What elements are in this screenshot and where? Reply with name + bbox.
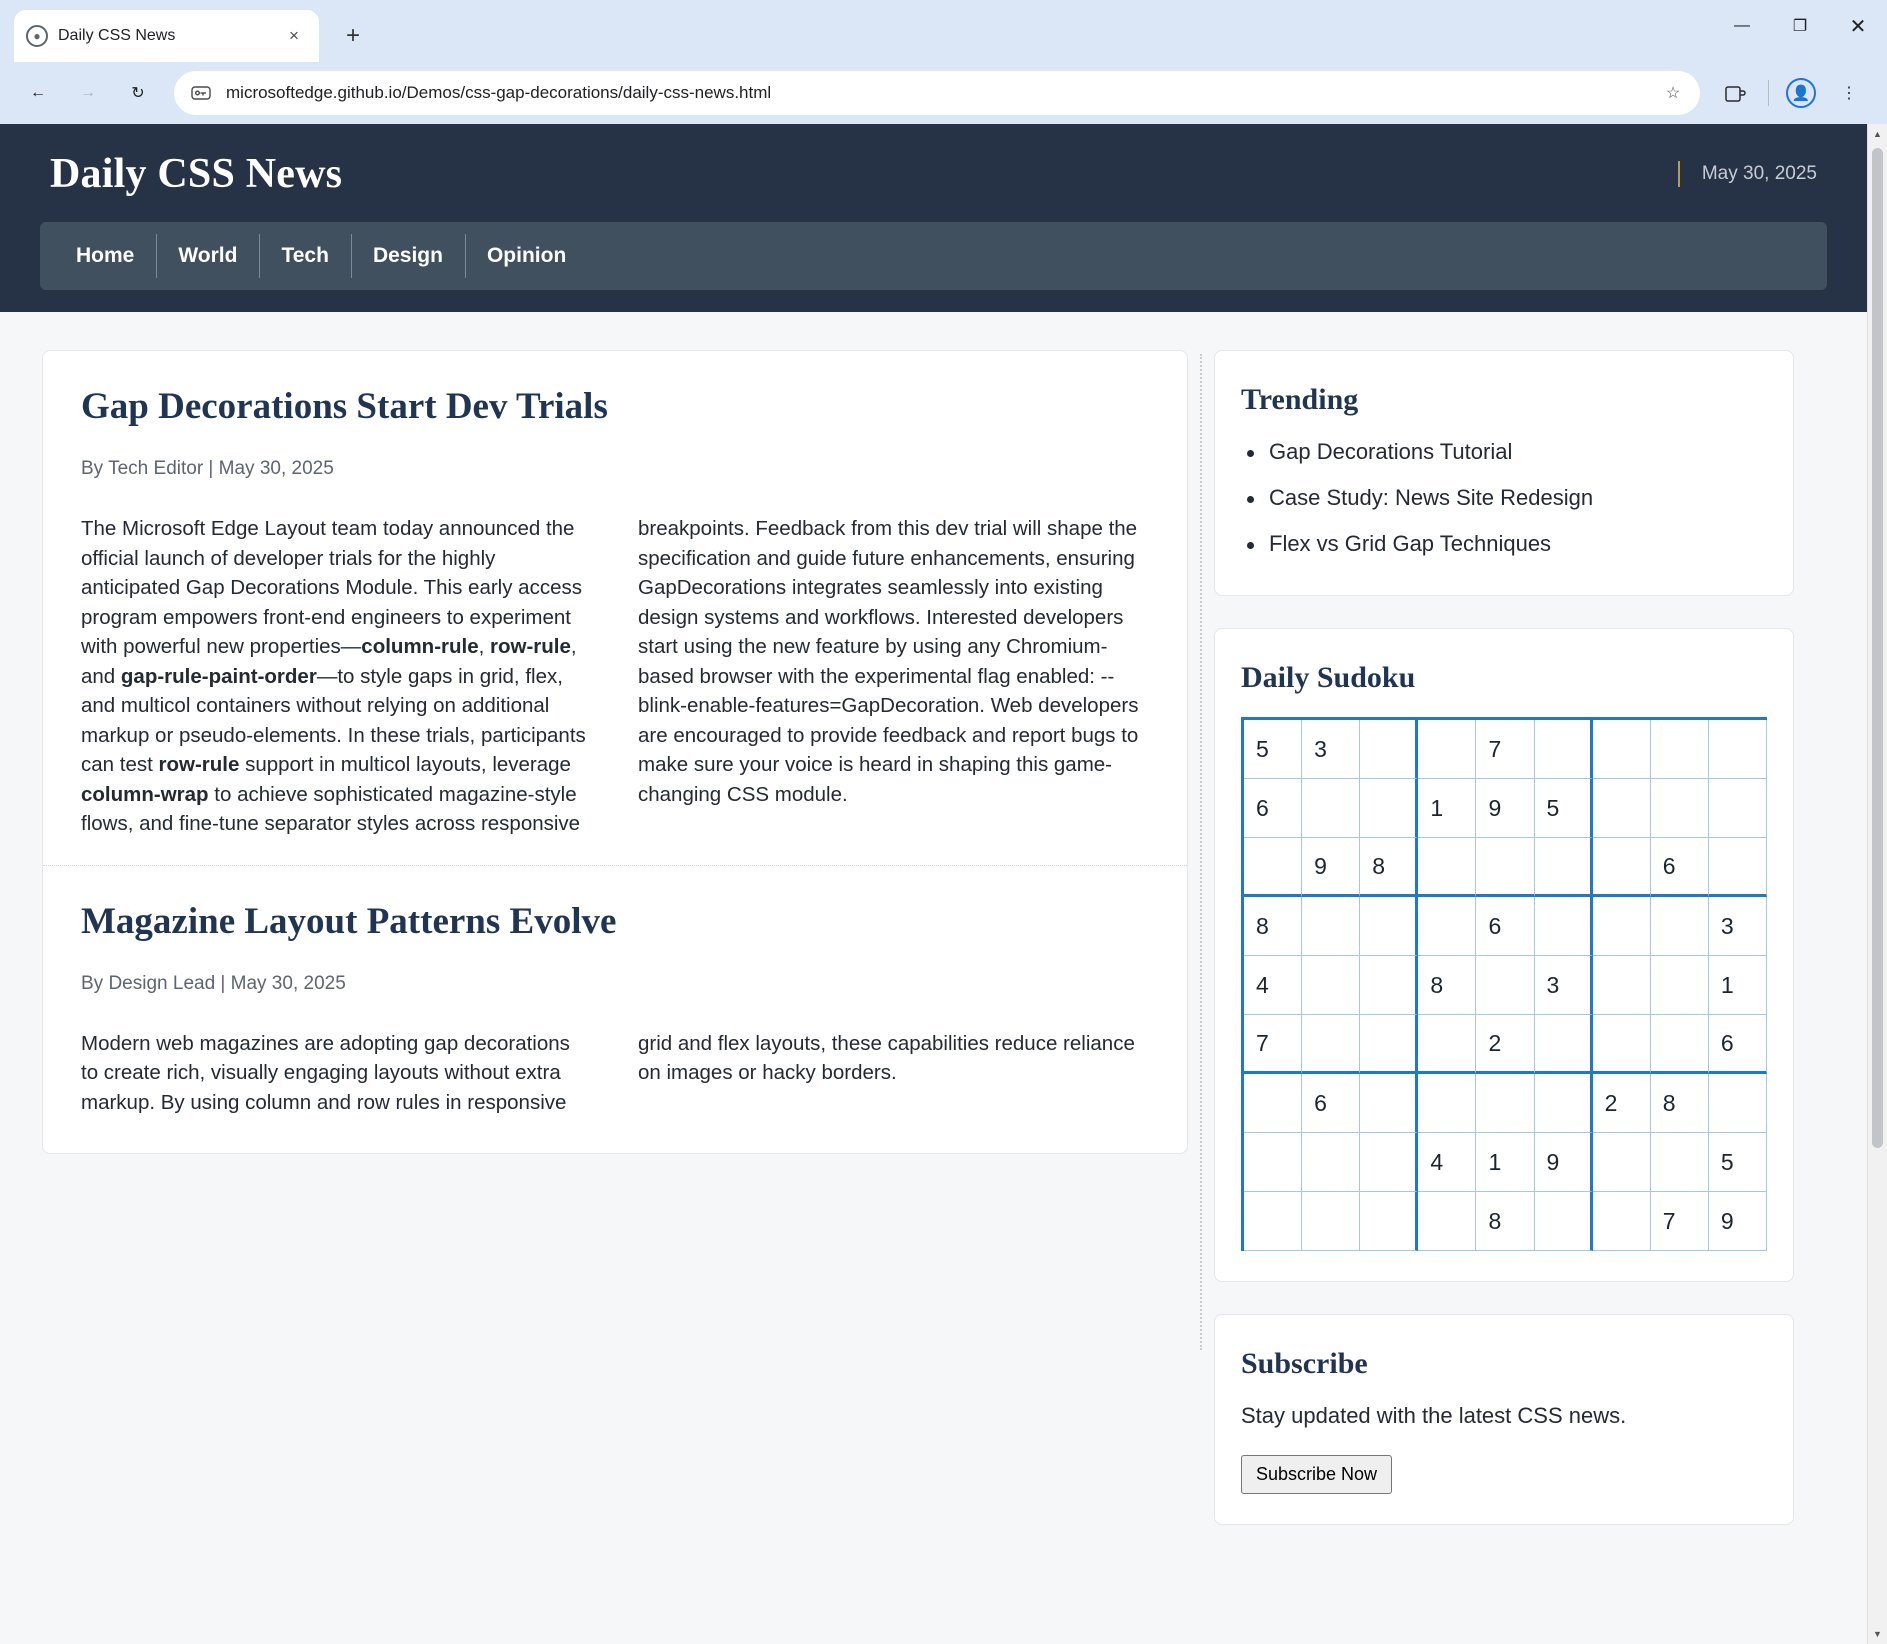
sudoku-cell[interactable] bbox=[1244, 838, 1302, 897]
trending-title: Trending bbox=[1241, 383, 1359, 416]
bookmark-icon[interactable]: ☆ bbox=[1665, 85, 1681, 102]
sudoku-cell[interactable]: 9 bbox=[1302, 838, 1360, 897]
sudoku-cell[interactable] bbox=[1244, 1192, 1302, 1251]
sudoku-cell[interactable] bbox=[1535, 1192, 1593, 1251]
sudoku-cell[interactable] bbox=[1360, 1015, 1418, 1074]
nav-item-tech[interactable]: Tech bbox=[259, 222, 350, 290]
sudoku-cell[interactable] bbox=[1360, 720, 1418, 779]
sudoku-card bbox=[1214, 628, 1794, 1282]
browser-tab[interactable] bbox=[14, 10, 319, 62]
site-header bbox=[0, 124, 1867, 312]
page-scrollbar[interactable] bbox=[1867, 124, 1887, 1644]
sudoku-cell[interactable]: 3 bbox=[1709, 897, 1767, 956]
address-bar[interactable] bbox=[174, 71, 1700, 115]
sudoku-cell[interactable] bbox=[1418, 1015, 1476, 1074]
web-page bbox=[0, 124, 1867, 1644]
sudoku-cell[interactable] bbox=[1360, 1192, 1418, 1251]
sudoku-cell[interactable] bbox=[1651, 720, 1709, 779]
list-item[interactable]: Gap Decorations Tutorial bbox=[1241, 439, 1767, 465]
nav-item-home[interactable]: Home bbox=[76, 244, 135, 267]
article-byline: By Design Lead | May 30, 2025 bbox=[81, 972, 346, 994]
trending-card bbox=[1214, 350, 1794, 596]
sudoku-cell[interactable] bbox=[1651, 1015, 1709, 1074]
site-info-icon[interactable] bbox=[188, 80, 214, 106]
sudoku-cell[interactable]: 1 bbox=[1709, 956, 1767, 1015]
sudoku-cell[interactable]: 6 bbox=[1302, 1074, 1360, 1133]
site-header-top bbox=[40, 150, 1827, 198]
browser-toolbar bbox=[0, 62, 1887, 124]
tab-title: Daily CSS News bbox=[58, 27, 176, 44]
url-text: microsoftedge.github.io/Demos/css-gap-decorations/daily-css-news.html bbox=[226, 83, 772, 102]
sudoku-cell[interactable] bbox=[1709, 1074, 1767, 1133]
avatar: 👤 bbox=[1786, 78, 1816, 108]
sudoku-cell[interactable] bbox=[1476, 838, 1534, 897]
profile-icon[interactable] bbox=[1779, 71, 1823, 115]
article-headline: Magazine Layout Patterns Evolve bbox=[81, 900, 617, 942]
sudoku-cell[interactable] bbox=[1360, 1133, 1418, 1192]
new-tab-button[interactable]: + bbox=[345, 22, 360, 49]
site-nav bbox=[40, 222, 1827, 290]
sudoku-cell[interactable]: 3 bbox=[1535, 956, 1593, 1015]
sudoku-title: Daily Sudoku bbox=[1241, 661, 1416, 694]
sudoku-cell[interactable]: 9 bbox=[1535, 1133, 1593, 1192]
trending-list bbox=[1241, 439, 1767, 565]
sudoku-cell[interactable]: 5 bbox=[1535, 779, 1593, 838]
sudoku-cell[interactable] bbox=[1418, 838, 1476, 897]
sudoku-cell[interactable] bbox=[1244, 1133, 1302, 1192]
sudoku-cell[interactable]: 5 bbox=[1244, 720, 1302, 779]
sudoku-cell[interactable]: 6 bbox=[1651, 838, 1709, 897]
sudoku-cell[interactable] bbox=[1709, 838, 1767, 897]
sudoku-cell[interactable]: 8 bbox=[1651, 1074, 1709, 1133]
sudoku-cell[interactable]: 7 bbox=[1244, 1015, 1302, 1074]
sudoku-cell[interactable] bbox=[1418, 1074, 1476, 1133]
subscribe-title: Subscribe bbox=[1241, 1347, 1368, 1380]
sudoku-cell[interactable] bbox=[1709, 720, 1767, 779]
sudoku-cell[interactable]: 7 bbox=[1651, 1192, 1709, 1251]
sudoku-cell[interactable] bbox=[1593, 1015, 1651, 1074]
main-column bbox=[42, 350, 1188, 1154]
sudoku-cell[interactable]: 3 bbox=[1302, 720, 1360, 779]
sudoku-cell[interactable] bbox=[1651, 956, 1709, 1015]
subscribe-text: Stay updated with the latest CSS news. bbox=[1241, 1403, 1627, 1428]
sudoku-cell[interactable] bbox=[1244, 1074, 1302, 1133]
scrollbar-thumb[interactable] bbox=[1872, 148, 1883, 1148]
sudoku-cell[interactable] bbox=[1593, 838, 1651, 897]
sudoku-cell[interactable] bbox=[1535, 897, 1593, 956]
forward-icon[interactable]: → bbox=[80, 84, 96, 101]
list-item[interactable]: Case Study: News Site Redesign bbox=[1241, 485, 1767, 511]
article-body bbox=[81, 1029, 1149, 1118]
sudoku-cell[interactable]: 2 bbox=[1593, 1074, 1651, 1133]
tab-strip bbox=[0, 0, 1887, 62]
sudoku-cell[interactable] bbox=[1593, 720, 1651, 779]
nav-item-opinion[interactable]: Opinion bbox=[465, 222, 588, 290]
sudoku-cell[interactable]: 9 bbox=[1709, 1192, 1767, 1251]
close-window-icon[interactable]: ✕ bbox=[1849, 15, 1867, 38]
sudoku-cell[interactable] bbox=[1302, 1133, 1360, 1192]
page-content bbox=[0, 312, 1867, 1525]
globe-icon: ● bbox=[26, 25, 48, 47]
reload-icon[interactable]: ↻ bbox=[131, 85, 145, 102]
sudoku-cell[interactable] bbox=[1593, 1192, 1651, 1251]
sudoku-cell[interactable]: 6 bbox=[1709, 1015, 1767, 1074]
maximize-icon[interactable]: ❐ bbox=[1792, 18, 1808, 35]
nav-item-world[interactable]: World bbox=[156, 222, 259, 290]
sudoku-cell[interactable]: 4 bbox=[1244, 956, 1302, 1015]
sudoku-cell[interactable] bbox=[1302, 897, 1360, 956]
article-paragraph: The Microsoft Edge Layout team today announced the official launch of developer trials for the highly anticipated Gap Decorations Module. This early access program empowers front-end engineers to experiment with powerful new properties—column-rule, row-rule, and gap-rule-paint-order—to style gaps in grid, flex, and multicol containers without relying on additional markup or pseudo-elements. In these trials, participants can test row-rule support in multicol layouts, leverage column-wrap to achieve sophisticated magazine-style flows, and fine-tune separator styles across responsive breakpoints. Feedback from this dev trial will shape the specification and guide future enhancements, ensuring GapDecorations integrates seamlessly into existing design systems and workflows. Interested developers start using the new feature by using any Chromium-based browser with the experimental flag enabled: --blink-enable-features=GapDecoration. Web developers are encouraged to provide feedback and report bugs to make sure your voice is heard in shaping this game-changing CSS module. bbox=[81, 517, 1139, 836]
article-body bbox=[81, 514, 1149, 839]
sudoku-cell[interactable]: 1 bbox=[1418, 779, 1476, 838]
sudoku-cell[interactable] bbox=[1535, 720, 1593, 779]
sidebar bbox=[1214, 350, 1794, 1525]
sudoku-cell[interactable] bbox=[1651, 779, 1709, 838]
article-paragraph: Modern web magazines are adopting gap decorations to create rich, visually engaging layouts without extra markup. By using column and row rules in responsive grid and flex layouts, these capabilities reduce reliance on images or hacky borders. bbox=[81, 1031, 1135, 1114]
subscribe-card bbox=[1214, 1314, 1794, 1525]
sudoku-cell[interactable] bbox=[1302, 956, 1360, 1015]
toolbar-actions bbox=[1714, 71, 1871, 115]
sudoku-cell[interactable] bbox=[1709, 779, 1767, 838]
sudoku-cell[interactable] bbox=[1302, 779, 1360, 838]
sudoku-cell[interactable] bbox=[1360, 956, 1418, 1015]
nav-item-design[interactable]: Design bbox=[351, 222, 465, 290]
sudoku-cell[interactable] bbox=[1476, 956, 1534, 1015]
site-date: May 30, 2025 bbox=[1678, 161, 1817, 188]
sudoku-cell[interactable] bbox=[1535, 1074, 1593, 1133]
sudoku-cell[interactable] bbox=[1360, 1074, 1418, 1133]
sudoku-cell[interactable] bbox=[1418, 1192, 1476, 1251]
sudoku-cell[interactable]: 9 bbox=[1476, 779, 1534, 838]
sudoku-cell[interactable]: 6 bbox=[1476, 897, 1534, 956]
article-byline: By Tech Editor | May 30, 2025 bbox=[81, 458, 334, 479]
scroll-down-icon[interactable]: ▼ bbox=[1873, 1629, 1882, 1639]
window-controls bbox=[1713, 0, 1887, 52]
sudoku-cell[interactable] bbox=[1360, 779, 1418, 838]
sudoku-cell[interactable] bbox=[1360, 897, 1418, 956]
sudoku-cell[interactable]: 2 bbox=[1476, 1015, 1534, 1074]
sudoku-cell[interactable]: 1 bbox=[1476, 1133, 1534, 1192]
sudoku-cell[interactable]: 8 bbox=[1418, 956, 1476, 1015]
sudoku-cell[interactable] bbox=[1302, 1015, 1360, 1074]
sudoku-cell[interactable] bbox=[1535, 838, 1593, 897]
sudoku-cell[interactable] bbox=[1651, 897, 1709, 956]
sudoku-cell[interactable]: 7 bbox=[1476, 720, 1534, 779]
sudoku-cell[interactable] bbox=[1593, 897, 1651, 956]
sudoku-cell[interactable] bbox=[1593, 779, 1651, 838]
sudoku-cell[interactable]: 4 bbox=[1418, 1133, 1476, 1192]
sudoku-cell[interactable] bbox=[1651, 1133, 1709, 1192]
sudoku-cell[interactable]: 8 bbox=[1476, 1192, 1534, 1251]
sudoku-cell[interactable] bbox=[1302, 1192, 1360, 1251]
list-item[interactable]: Flex vs Grid Gap Techniques bbox=[1241, 531, 1767, 557]
subscribe-button[interactable]: Subscribe Now bbox=[1241, 1455, 1392, 1494]
site-title: Daily CSS News bbox=[50, 151, 343, 197]
sudoku-cell[interactable]: 8 bbox=[1360, 838, 1418, 897]
browser-menu-icon[interactable]: ⋮ bbox=[1841, 85, 1857, 102]
sudoku-cell[interactable]: 5 bbox=[1709, 1133, 1767, 1192]
sudoku-grid[interactable] bbox=[1241, 717, 1767, 1251]
sudoku-cell[interactable] bbox=[1593, 956, 1651, 1015]
extensions-icon[interactable] bbox=[1714, 71, 1758, 115]
sudoku-cell[interactable] bbox=[1593, 1133, 1651, 1192]
sudoku-cell[interactable] bbox=[1418, 720, 1476, 779]
toolbar-divider bbox=[1768, 80, 1769, 106]
scroll-up-icon[interactable]: ▲ bbox=[1873, 129, 1882, 139]
sudoku-cell[interactable]: 8 bbox=[1244, 897, 1302, 956]
sudoku-cell[interactable] bbox=[1535, 1015, 1593, 1074]
article-2 bbox=[43, 865, 1187, 1144]
sudoku-cell[interactable] bbox=[1418, 897, 1476, 956]
article-headline: Gap Decorations Start Dev Trials bbox=[81, 386, 608, 427]
back-icon[interactable]: ← bbox=[30, 84, 46, 101]
sudoku-cell[interactable] bbox=[1476, 1074, 1534, 1133]
article-1 bbox=[43, 351, 1187, 865]
sudoku-cell[interactable]: 6 bbox=[1244, 779, 1302, 838]
close-icon[interactable]: × bbox=[289, 26, 299, 45]
minimize-icon[interactable]: — bbox=[1734, 17, 1750, 34]
page-viewport bbox=[0, 124, 1887, 1644]
